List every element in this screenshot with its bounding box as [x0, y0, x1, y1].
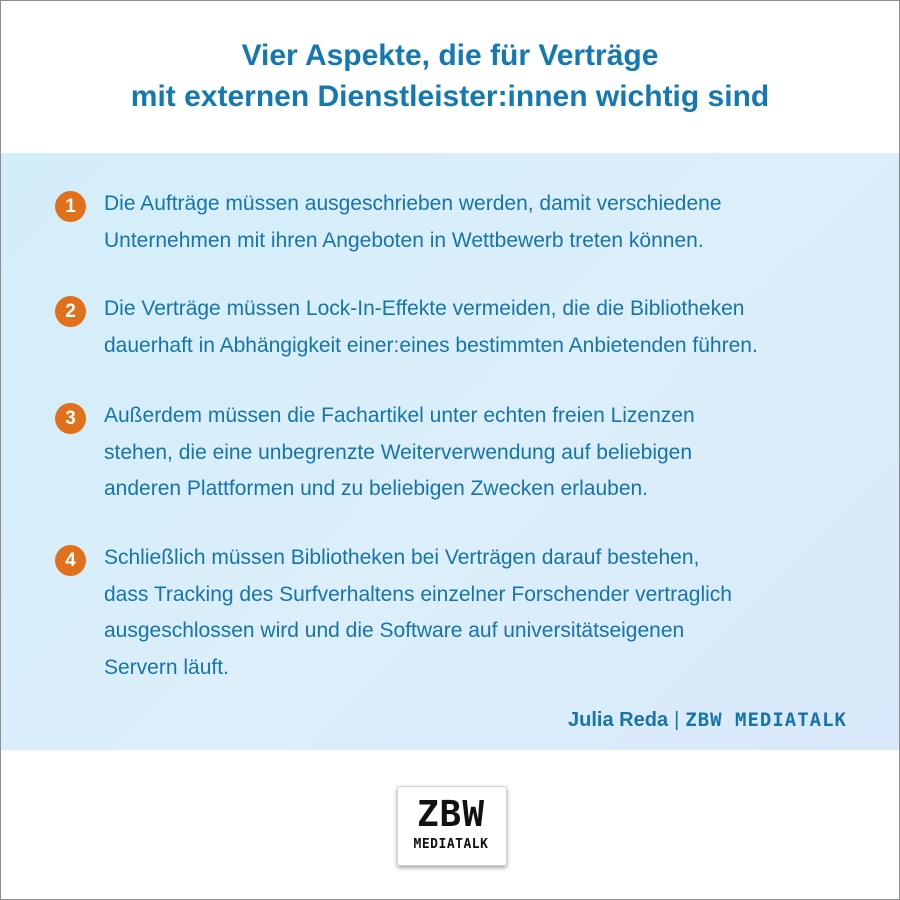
aspect-text-line: Servern läuft. — [104, 655, 229, 679]
title-line-1: Vier Aspekte, die für Verträge — [241, 39, 659, 72]
credit-author: Julia Reda — [568, 709, 669, 731]
aspect-text-line: Die Verträge müssen Lock-In-Effekte vermeiden, die die Bibliotheken — [104, 297, 745, 320]
logo-subtitle: MEDIATALK — [413, 837, 489, 852]
zbw-mediatalk-logo — [397, 786, 507, 866]
credit-brand: ZBW MEDIATALK — [685, 709, 847, 731]
aspect-text-1 — [104, 186, 864, 259]
aspect-text-4 — [104, 540, 864, 686]
aspect-text-line: Außerdem müssen die Fachartikel unter echten freien Lizenzen — [104, 404, 695, 427]
aspect-text-line: ausgeschlossen wird und die Software auf universitätseigenen — [104, 619, 685, 642]
aspect-text-line: Die Aufträge müssen ausgeschrieben werden, damit verschiedene — [104, 192, 722, 215]
title-line-2: mit externen Dienstleister:innen wichtig sind — [130, 80, 770, 113]
page-title — [1, 35, 899, 117]
logo-wordmark: ZBW — [416, 794, 486, 835]
aspects-panel — [1, 153, 899, 750]
source-credit — [568, 708, 847, 732]
aspect-text-line: dass Tracking des Surfverhaltens einzelner Forschender vertraglich — [104, 582, 732, 606]
number-badge-3: 3 — [55, 403, 86, 434]
aspect-text-line: anderen Plattformen und zu beliebigen Zwecken erlauben. — [104, 477, 649, 500]
number-badge-2: 2 — [55, 296, 86, 327]
aspect-text-line: Unternehmen mit ihren Angeboten in Wettbewerb treten können. — [104, 228, 704, 252]
aspect-text-3 — [104, 398, 864, 508]
aspect-text-line: dauerhaft in Abhängigkeit einer:eines bestimmten Anbietenden führen. — [104, 333, 758, 357]
aspect-text-line: Schließlich müssen Bibliotheken bei Verträgen darauf bestehen, — [104, 546, 700, 569]
number-badge-1: 1 — [55, 191, 86, 222]
credit-separator: | — [674, 709, 680, 731]
aspect-text-2 — [104, 291, 864, 364]
aspect-text-line: stehen, die eine unbegrenzte Weiterverwendung auf beliebigen — [104, 440, 693, 464]
number-badge-4: 4 — [55, 545, 86, 576]
